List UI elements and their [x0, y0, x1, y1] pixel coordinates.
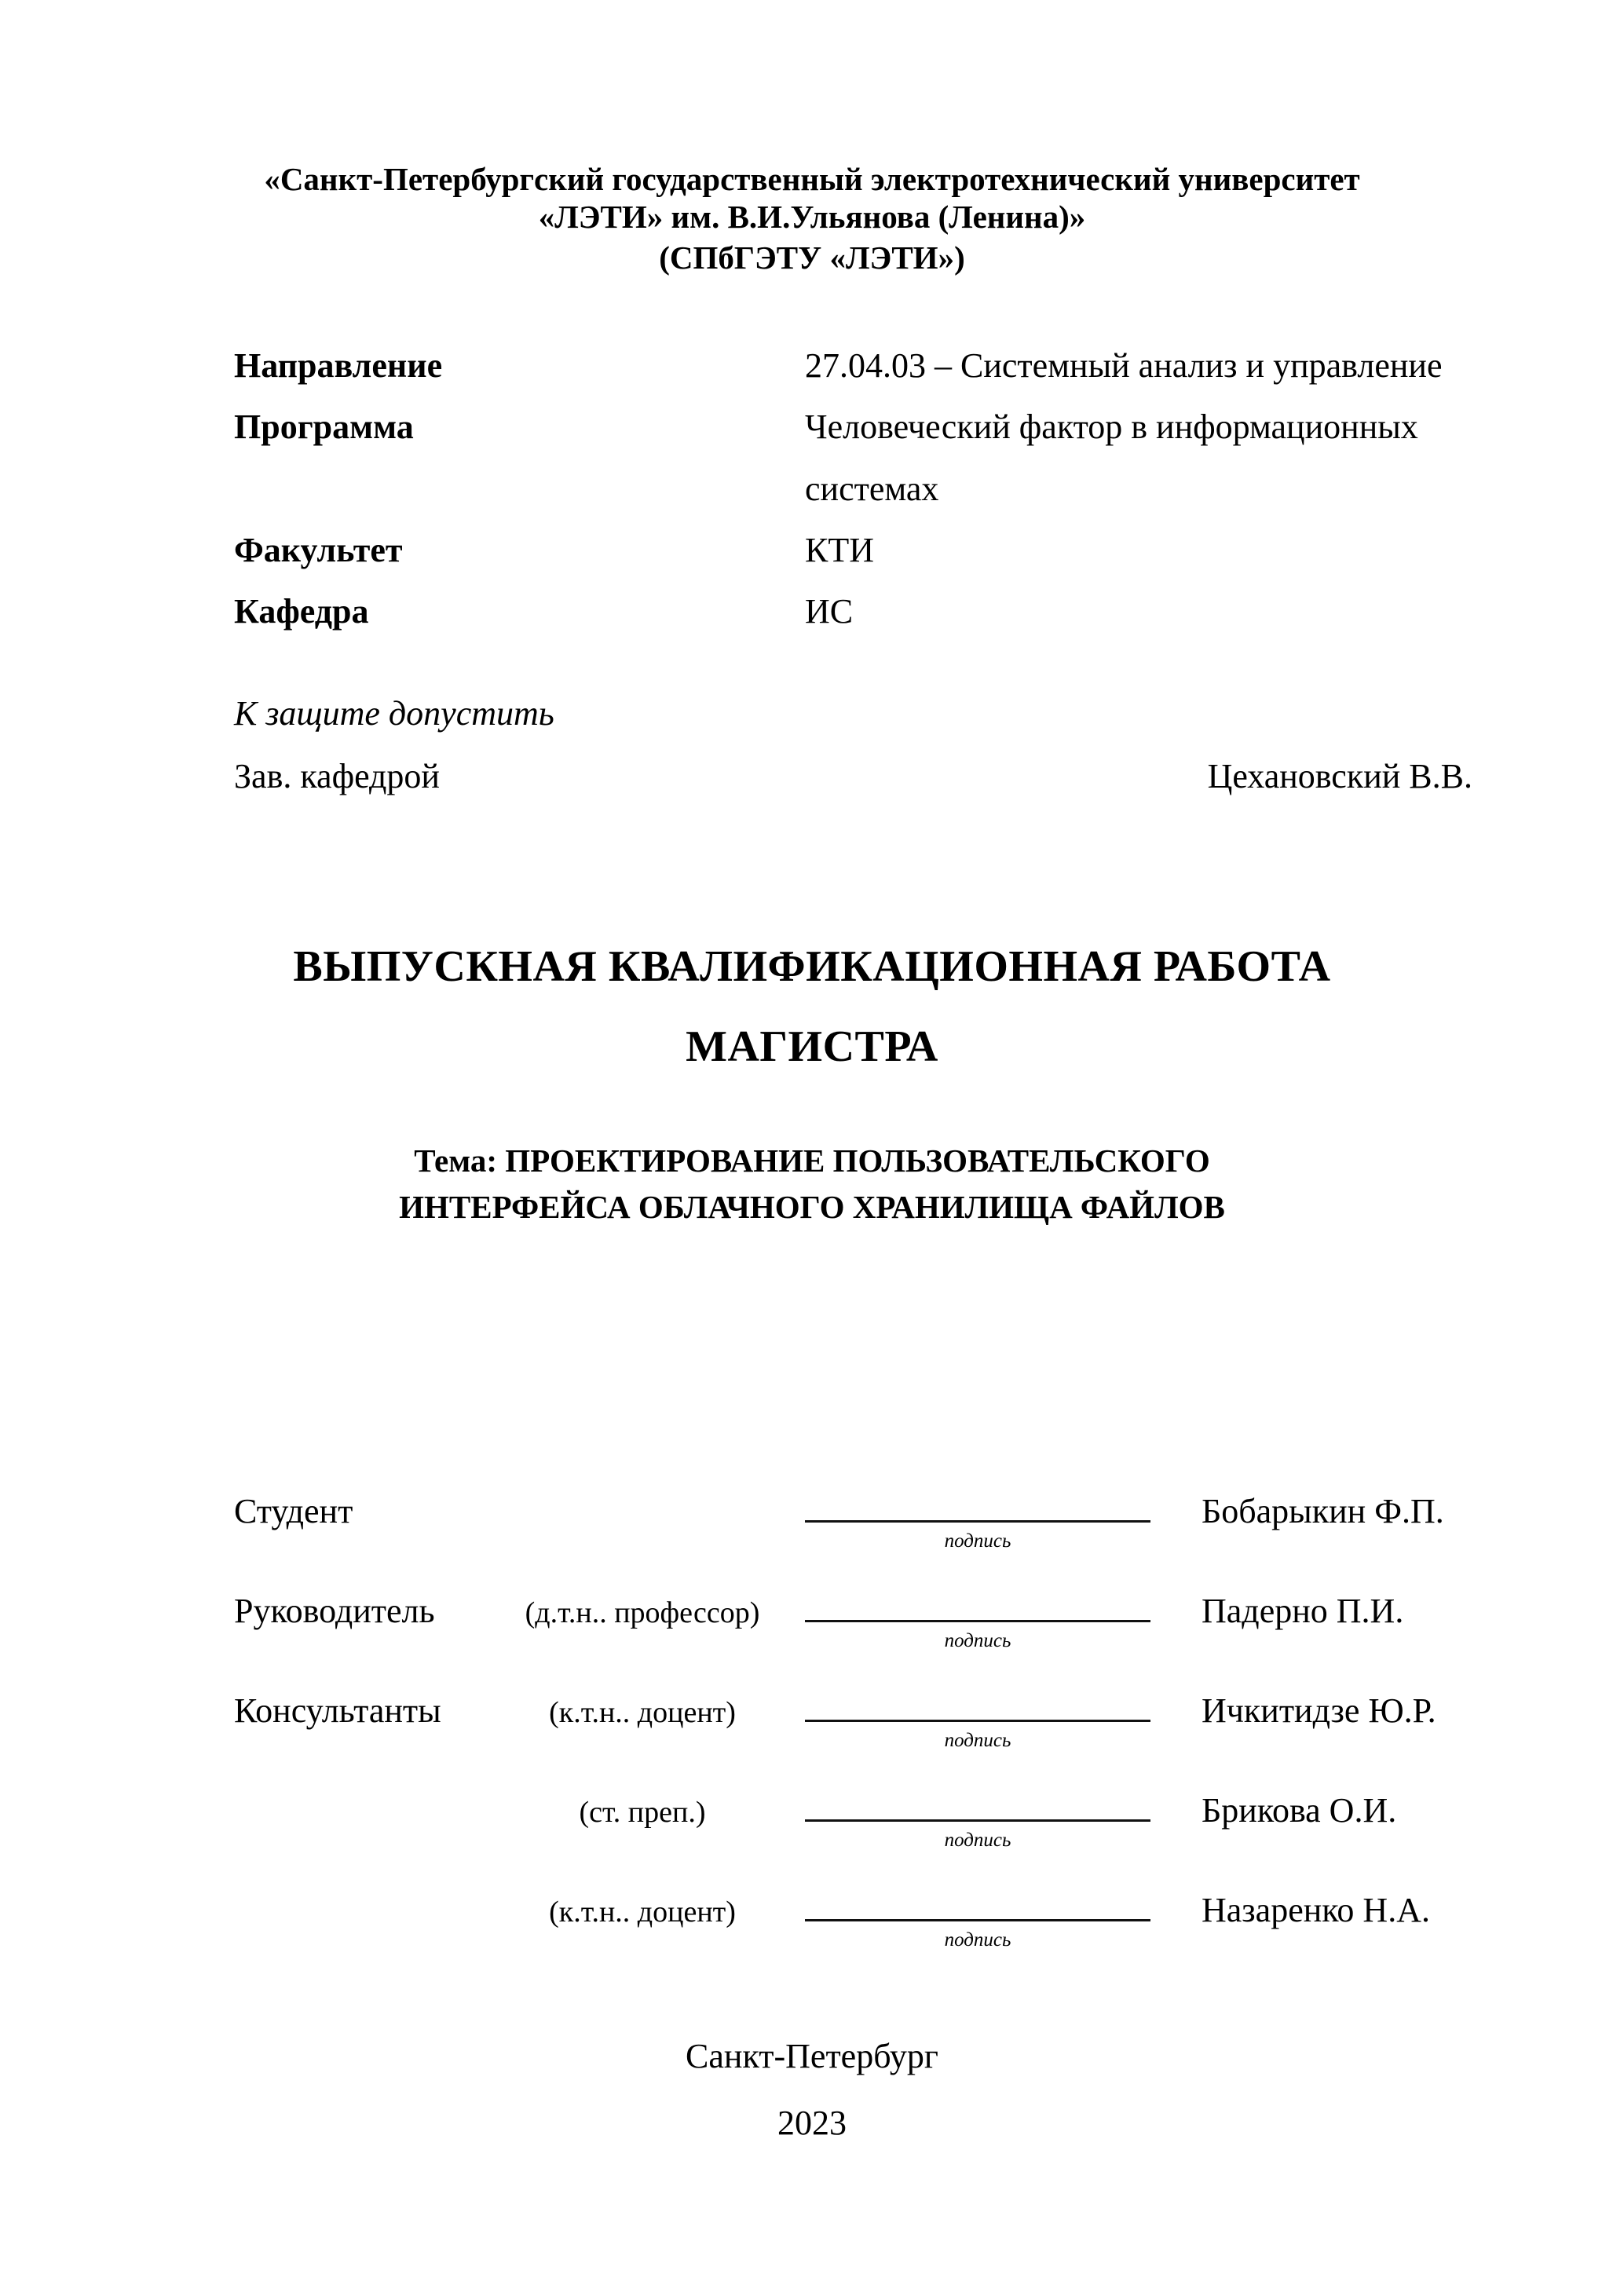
signature-caption: подпись [944, 1530, 1011, 1552]
signature-degree: (к.т.н.. доцент) [549, 1896, 736, 1929]
signature-name-student: Бобарыкин Ф.П. [1202, 1492, 1444, 1530]
info-label-direction: Направление [234, 346, 443, 385]
info-label-faculty: Факультет [234, 531, 403, 569]
university-name-line2: «ЛЭТИ» им. В.И.Ульянова (Ленина)» [538, 199, 1086, 235]
topic-line1: Тема: ПРОЕКТИРОВАНИЕ ПОЛЬЗОВАТЕЛЬСКОГО [414, 1143, 1210, 1179]
university-abbrev: (СПбГЭТУ «ЛЭТИ») [659, 239, 965, 276]
signature-line [805, 1919, 1150, 1921]
signature-line [805, 1520, 1150, 1523]
info-value-program-cont: системах [805, 470, 939, 508]
info-value-program: Человеческий фактор в информационных [805, 408, 1418, 446]
footer-city: Санкт-Петербург [686, 2037, 938, 2075]
signature-role-student: Студент [234, 1492, 353, 1530]
signature-degree: (ст. преп.) [579, 1796, 706, 1829]
signature-name-consultant-1: Ичкитидзе Ю.Р. [1202, 1691, 1436, 1730]
signature-line [805, 1720, 1150, 1722]
info-label-program: Программа [234, 408, 414, 446]
signature-role-consultants: Консультанты [234, 1691, 441, 1730]
signature-caption: подпись [944, 1929, 1011, 1951]
signature-name-consultant-2: Брикова О.И. [1202, 1791, 1397, 1830]
info-value-direction: 27.04.03 – Системный анализ и управление [805, 346, 1443, 385]
head-of-department-name: Цехановский В.В. [1207, 757, 1472, 795]
signature-line [805, 1620, 1150, 1622]
head-of-department-label: Зав. кафедрой [234, 757, 440, 795]
topic-line2: ИНТЕРФЕЙСА ОБЛАЧНОГО ХРАНИЛИЩА ФАЙЛОВ [399, 1189, 1225, 1225]
signature-degree: (к.т.н.. доцент) [549, 1696, 736, 1729]
university-name-line1: «Санкт-Петербургский государственный электротехнический университет [264, 161, 1360, 197]
signature-name-consultant-3: Назаренко Н.А. [1202, 1891, 1430, 1929]
signature-name-supervisor: Падерно П.И. [1202, 1592, 1404, 1630]
footer-year: 2023 [777, 2104, 847, 2142]
signature-degree: (д.т.н.. профессор) [525, 1596, 760, 1629]
signature-caption: подпись [944, 1830, 1011, 1851]
document-title-line2: МАГИСТРА [686, 1022, 938, 1071]
admit-to-defense: К защите допустить [234, 694, 554, 733]
info-value-department: ИС [805, 592, 854, 631]
info-label-department: Кафедра [234, 592, 369, 631]
signature-caption: подпись [944, 1630, 1011, 1651]
info-value-faculty: КТИ [805, 531, 874, 569]
document-title-line1: ВЫПУСКНАЯ КВАЛИФИКАЦИОННАЯ РАБОТА [293, 942, 1331, 991]
signature-line [805, 1819, 1150, 1822]
signature-caption: подпись [944, 1730, 1011, 1751]
signature-role-supervisor: Руководитель [234, 1592, 435, 1630]
